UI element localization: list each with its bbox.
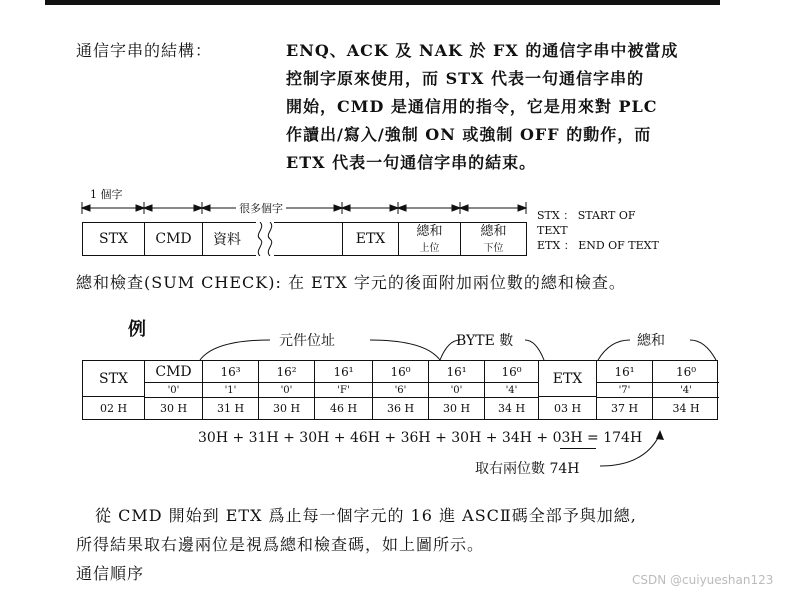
- example-cell-weight: 16²: [259, 361, 314, 383]
- example-cell-hex: 02 H: [99, 401, 128, 415]
- example-cell-char: '6': [394, 384, 407, 396]
- example-cell-weight: 16¹: [597, 361, 652, 383]
- legend-line-2: TEXT: [537, 224, 568, 237]
- break-mark: [252, 222, 282, 256]
- example-cell-hex: 30 H: [259, 397, 314, 419]
- example-cell-weight: 16⁰: [485, 361, 538, 383]
- example-cell-hex: 30 H: [145, 397, 202, 419]
- structure-line-3: 開始，CMD 是通信用的指令，它是用來對 PLC: [286, 97, 658, 116]
- example-cell-weight: 16¹: [315, 361, 372, 383]
- example-column: [429, 361, 485, 419]
- legend-line-1: STX ： START OF: [537, 209, 636, 222]
- example-column: [373, 361, 429, 419]
- explanation-line-1: 從 CMD 開始到 ETX 爲止每一個字元的 16 進 ASCⅡ碼全部予與加總,: [95, 506, 637, 525]
- example-cell-char: '4': [680, 384, 692, 396]
- example-cell-hex: 30 H: [429, 397, 484, 419]
- sum-equation: 30H + 31H + 30H + 46H + 36H + 30H + 34H + 03H = 174H: [198, 430, 643, 446]
- structure-line-1: ENQ、ACK 及 NAK 於 FX 的通信字串中被當成: [286, 41, 679, 60]
- structure-line-4: 作讀出/寫入/強制 ON 或強制 OFF 的動作，而: [286, 125, 652, 144]
- sum-lower-label: 下位: [483, 243, 504, 254]
- frame-stx: STX: [82, 222, 145, 256]
- frame-arrows: [0, 0, 807, 260]
- sum-lower-title: 總和: [480, 224, 507, 239]
- example-cell-char: '7': [618, 384, 631, 396]
- legend-line-3: ETX ： END OF TEXT: [537, 239, 659, 252]
- example-column: [259, 361, 315, 419]
- example-cell-weight: CMD: [145, 361, 202, 383]
- example-cell-hex: 34 H: [653, 397, 719, 419]
- example-cell-char: 'F': [337, 384, 350, 396]
- example-cell-hex: 36 H: [373, 397, 428, 419]
- example-column: [203, 361, 259, 419]
- example-cell-char: '0': [450, 384, 463, 396]
- example-column: [83, 361, 145, 419]
- example-cell-char: '4': [505, 384, 518, 396]
- explanation-line-2: 所得結果取右邊兩位是視爲總和檢查碼，如上圖所示。: [76, 535, 485, 554]
- watermark: CSDN @cuiyueshan123: [632, 573, 774, 587]
- example-cell-char: '0': [280, 384, 293, 396]
- example-cell: ETX: [539, 361, 596, 397]
- example-column: [485, 361, 539, 419]
- group-address: 元件位址: [279, 333, 335, 349]
- group-brackets: [0, 320, 807, 365]
- structure-label: 通信字串的結構：: [76, 41, 213, 60]
- example-cell-weight: 16¹: [429, 361, 484, 383]
- example-column: [597, 361, 653, 419]
- sum-upper-title: 總和: [416, 224, 443, 239]
- example-cell-hex: 37 H: [597, 397, 652, 419]
- frame-data-label: 資料: [213, 232, 241, 248]
- example-cell-char: '1': [224, 384, 237, 396]
- frame-etx: ETX: [342, 222, 399, 256]
- right-two-digits-note: 取右兩位數 74H: [475, 461, 580, 477]
- frame-sum-upper: [398, 222, 461, 256]
- example-table: [82, 360, 718, 420]
- frame-cmd: CMD: [144, 222, 203, 256]
- frame-legend: [537, 208, 659, 253]
- example-cell-hex: 31 H: [203, 397, 258, 419]
- example-cell-hex: 34 H: [485, 397, 538, 419]
- sequence-heading: 通信順序: [76, 564, 145, 583]
- group-bytes: BYTE 數: [456, 333, 514, 349]
- example-column: [315, 361, 373, 419]
- example-column: [539, 361, 597, 419]
- sum-upper-label: 上位: [419, 243, 440, 254]
- example-column: [653, 361, 719, 419]
- sum-check-text: 總和檢查(SUM CHECK): 在 ETX 字元的後面附加兩位數的總和檢查。: [76, 273, 626, 292]
- one-char-label: 1 個字: [90, 188, 123, 201]
- example-cell-hex: 46 H: [315, 397, 372, 419]
- note-arrow: [590, 428, 670, 472]
- example-cell-weight: 16⁰: [373, 361, 428, 383]
- example-cell-weight: 16³: [203, 361, 258, 383]
- structure-line-2: 控制字原來使用，而 STX 代表一句通信字串的: [286, 69, 645, 88]
- example-title: 例: [128, 319, 146, 340]
- frame-sum-lower: [460, 222, 527, 256]
- example-cell-hex: 03 H: [553, 401, 582, 415]
- group-sum: 總和: [637, 333, 665, 349]
- example-cell-weight: 16⁰: [653, 361, 719, 383]
- structure-line-5: ETX 代表一句通信字串的結束。: [286, 153, 537, 172]
- example-cell: STX: [83, 361, 144, 397]
- example-cell-char: '0': [167, 384, 180, 396]
- example-column: [145, 361, 203, 419]
- many-chars-label: 很多個字: [236, 200, 286, 216]
